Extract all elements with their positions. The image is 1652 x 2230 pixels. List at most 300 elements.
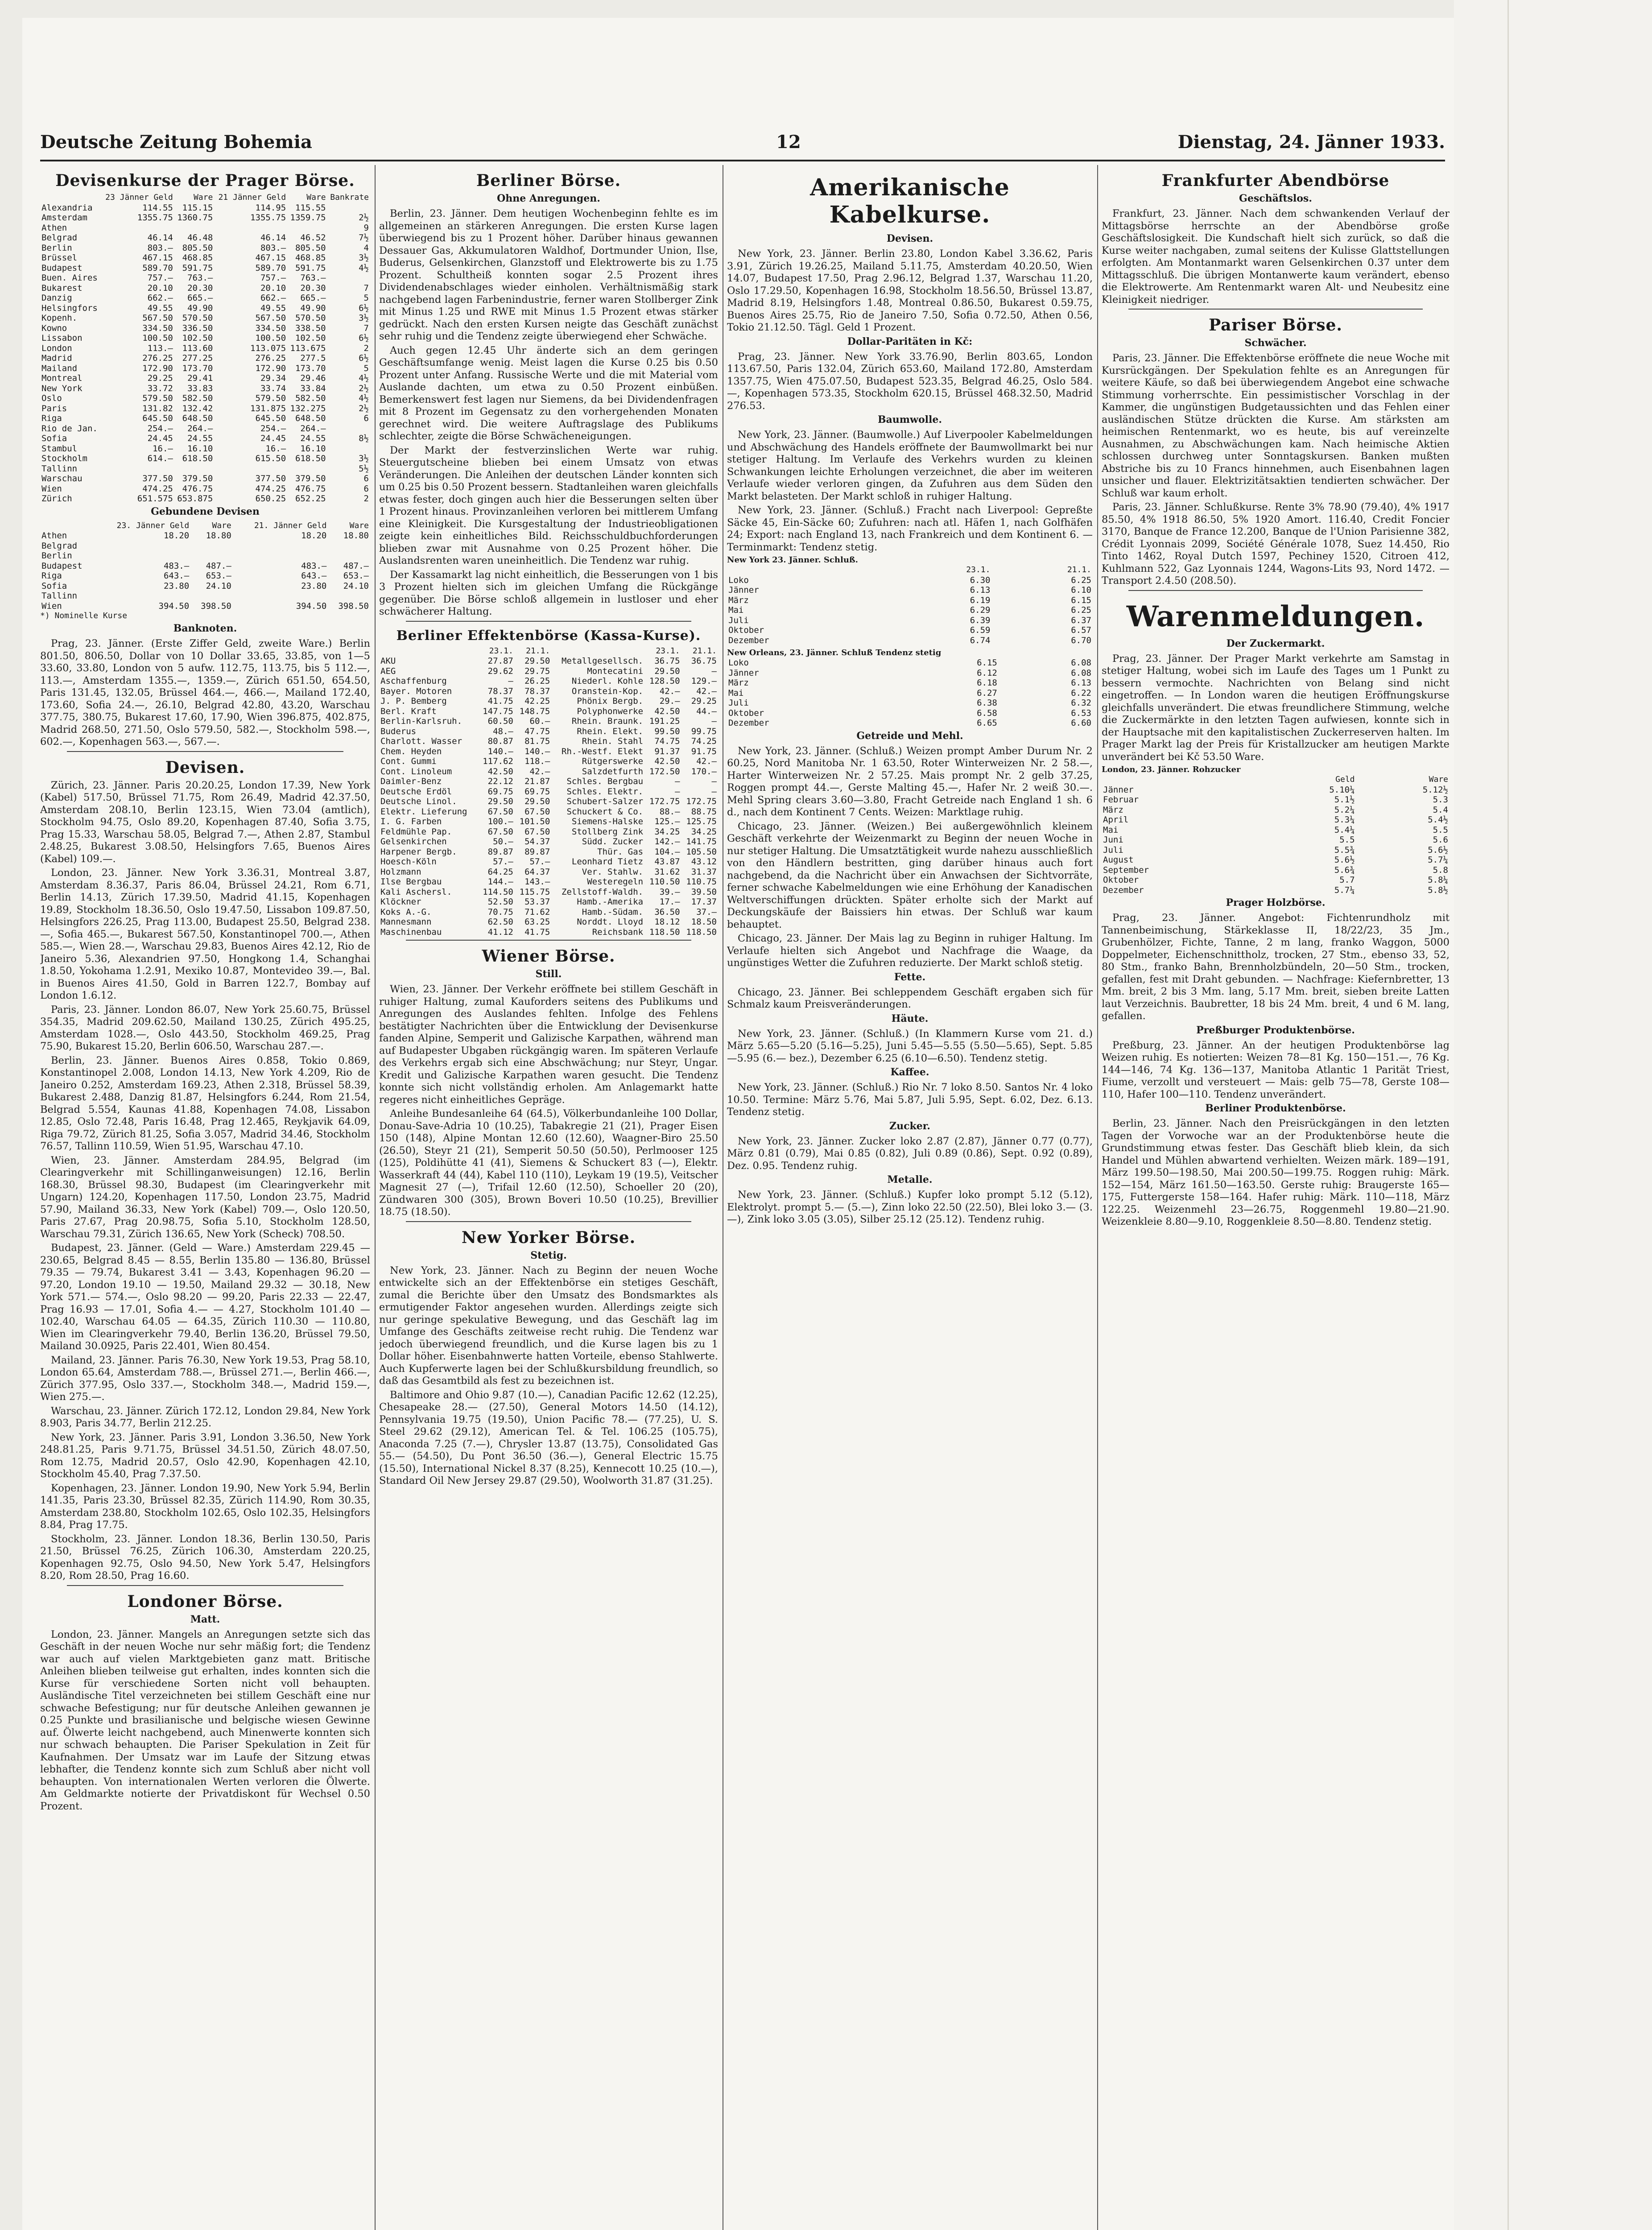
table-cell: Deutsche Linol.: [380, 797, 457, 806]
table-cell: 2: [363, 343, 369, 353]
table-header-cell: [727, 565, 891, 575]
table-row: [40, 353, 370, 363]
table-cell: 43.87: [654, 857, 680, 867]
table-cell: 33.72: [147, 383, 173, 393]
column-4: [1102, 165, 1450, 2230]
table-header-cell: Geld: [1335, 775, 1355, 784]
table-cell: 114.55: [142, 202, 173, 213]
table-row: [379, 827, 718, 837]
table-cell: 665.—: [187, 293, 213, 303]
haeute-subtitle: Häute.: [891, 1012, 929, 1024]
table-row: [379, 727, 718, 737]
divider: [406, 1221, 691, 1222]
table-cell: 46.52: [300, 233, 326, 243]
table-cell: 16.—: [265, 443, 286, 454]
table-row: [40, 303, 370, 314]
table-cell: [190, 591, 233, 601]
table-cell: 23.80: [163, 581, 190, 591]
table-row: [40, 444, 370, 454]
section-title-londoner-boerse: Londoner Börse.: [127, 1592, 283, 1611]
table-cell: [190, 551, 233, 561]
table-row: [727, 595, 1093, 606]
table-cell: Bukarest: [41, 283, 83, 293]
table-cell: Hamb.-Südam.: [582, 907, 644, 917]
table-row: [379, 857, 718, 867]
table-cell: Berl. Kraft: [380, 706, 437, 716]
table-cell: 6.25: [1071, 575, 1091, 585]
table-cell: 18.20: [301, 531, 327, 541]
table-cell: 394.50: [158, 601, 190, 611]
table-cell: 69.75: [487, 786, 513, 797]
paragraph: Paris, 23. Jänner. London 86.07, New York 25.60.75, Brüssel 354.35, Madrid 209.62.50, Mailand 130.25, Zürich 495.25, Amsterdam 1028.—, Oslo 443.50, Stockholm 469.25, Prag 75.90, Bukarest 15.20, Berlin 606.50, Warschau 287.—.: [40, 1004, 370, 1052]
table-row: [379, 666, 718, 677]
table-cell: 5½: [359, 463, 369, 474]
frankfurt-subtitle: Geschäftslos.: [1239, 193, 1312, 204]
table-header-cell: 23 Jänner Geld: [105, 193, 173, 202]
table-cell: Alexandria: [41, 202, 93, 213]
table-row: [1102, 835, 1450, 845]
table-cell: Metallgesellsch.: [562, 656, 644, 666]
paragraph: London, 23. Jänner. New York 3.36.31, Montreal 3.87, Amsterdam 8.36.37, Paris 86.04, Brüssel 24.21, Rom 6.71, Berlin 14.13, Zürich 17.39.50, Madrid 41.15, Kopenhagen 19.89, Stockholm 18.36.50, Oslo 19.47.50, Lissabon 109.87.50, Helsingfors 226.25, Prag 113.00, Budapest 25.50, Belgrad 238.—, Sofia 465.—, Bukarest 567.50, Konstantinopel 700.—, Athen 585.—, Wien 28.—, Warschau 29.83, Buenos Aires 42.12, Rio de Janeiro 5.36, Alexandrien 97.50, Hongkong 1.4, Schanghai 1.8.50, Yokohama 1.2.91, Mexiko 10.87, Montevideo 39.—, Bal. in Buenos Aires 41.50, Gold in Barren 122.7, Bombay auf London 1.6.12.: [40, 867, 370, 1001]
table-cell: 36.50: [654, 907, 680, 917]
table-cell: 143.—: [525, 877, 550, 887]
table-cell: Schles. Elektr.: [566, 786, 644, 797]
table-cell: [95, 591, 191, 601]
table-cell: [233, 541, 328, 551]
table-cell: 6.08: [1071, 658, 1091, 668]
table-cell: Danzig: [41, 293, 72, 303]
table-cell: 276.25: [255, 353, 286, 363]
table-cell: 6.65: [977, 718, 997, 728]
table-cell: Lissabon: [41, 333, 83, 343]
table-row: [379, 847, 718, 857]
table-cell: Kali Aschersl.: [380, 887, 452, 897]
table-cell: 5.3¼: [1334, 815, 1355, 825]
table-cell: Mai: [728, 605, 744, 615]
paris-text: Paris, 23. Jänner. Die Effektenbörse eröffnete die neue Woche mit Kursrückgängen. Der Spekulation fehlte es an Anregungen für weitere Käufe, so daß bei überwiegendem Angebot eine schwache Stimmung vorherrschte. Ein pessimistischer Vorschlag in der Kammer, die ungünstigen Budgetaussichten und das Fehlen einer ausländischen Stütze drückten die Kurse. Am stärksten am heimischen Rentenmarkt, wo es heute, bis auf vereinzelte Ausnahmen, zu Abschwächungen kam. Nach heimische Aktien schlossen durchweg unter Sonntagskursen. Banken mußten Abstriche bis zu 10 Francs hinnehmen, auch Eisenbahnen lagen unsicher und flauer. Elektrizitätsaktien tendierten schwächer. Der Schluß war kaum erholt.: [1102, 352, 1450, 499]
table-cell: 114.50: [483, 887, 513, 897]
table-cell: Belgrad: [41, 541, 78, 551]
table-cell: Schuckert & Co.: [566, 806, 644, 817]
table-cell: 1359.75: [290, 213, 326, 223]
table-cell: 803.—: [147, 243, 173, 253]
section-title-frankfurter-abendboerse: Frankfurter Abendbörse: [1161, 171, 1390, 190]
table-row: [727, 636, 1093, 646]
table-cell: 29.62: [487, 666, 513, 676]
table-cell: 131.82: [142, 403, 173, 413]
table-row: [40, 333, 370, 343]
table-cell: 579.50: [255, 393, 286, 403]
table-cell: 6.60: [1071, 718, 1091, 728]
table-cell: 6.39: [970, 615, 991, 625]
table-cell: Aschaffenburg: [380, 676, 447, 686]
table-cell: 118.50: [649, 927, 680, 937]
table-cell: 113.075: [250, 343, 286, 353]
table-row: [1102, 885, 1450, 896]
table-cell: 5.6: [1433, 835, 1448, 845]
table-cell: 7: [363, 283, 369, 293]
table-cell: 6.74: [970, 635, 991, 645]
table-cell: März: [728, 678, 749, 688]
table-cell: 17.37: [691, 897, 717, 907]
table-cell: 589.70: [255, 263, 286, 273]
table-cell: 128.50: [649, 676, 680, 686]
table-cell: 476.75: [182, 483, 213, 494]
table-row: [727, 585, 1093, 595]
table-cell: [190, 541, 233, 551]
table-cell: Feldmühle Pap.: [380, 826, 452, 837]
table-row: [379, 716, 718, 727]
table-cell: 483.—: [301, 561, 327, 571]
table-cell: 5.7¼: [1334, 885, 1355, 895]
table-cell: 476.75: [295, 483, 326, 494]
table-row: [379, 747, 718, 757]
table-row: [379, 877, 718, 887]
table-cell: 16.10: [187, 443, 213, 454]
table-cell: 4½: [359, 393, 369, 403]
table-cell: 5.10¼: [1329, 785, 1355, 795]
table-cell: Oranstein-Kop.: [571, 686, 644, 696]
table-cell: Westeregeln: [587, 877, 644, 887]
table-cell: 254.—: [260, 423, 286, 434]
paragraph: Der Markt der festverzinslichen Werte war ruhig. Steuergutscheine blieben bei einem Umsatz von etwas Veränderungen. Die Anleihen der deutschen Länder konnten sich um 0.25 bis 0.50 Prozent bessern. Stadtanleihen waren gleichfalls etwas fester, doch gingen auch hier die Besserungen selten über 1 Prozent hinaus. Provinzanleihen verloren bei mittlerem Umfang eine Kleinigkeit. Die Kursgestaltung der Industrieobligationen zeigte kein einheitliches Bild. Reichsschuldbuchforderungen blieben zwar mit Ausnahme von 0.25 Prozent höher. Die Auslandsrenten waren uneinheitlich. Die Tendenz war ruhig.: [379, 444, 718, 566]
table-cell: 6: [363, 474, 369, 483]
table-cell: 6.30: [970, 575, 991, 585]
baumwolle-text-2: New York, 23. Jänner. (Schluß.) Fracht nach Liverpool: Gepreßte Säcke 45, Ein-Säcke 60; Zufuhren: nach atl. Häfen 1, nach Golfhäfen 24; Export: nach England 13, nach Frankreich und dem Kontinent 6. — Terminmarkt: Tendenz stetig.: [727, 504, 1093, 553]
table-cell: 336.50: [182, 323, 213, 333]
table-cell: Tallinn: [41, 591, 78, 601]
table-cell: 334.50: [142, 323, 173, 333]
table-cell: 102.50: [182, 333, 213, 343]
table-row: [40, 363, 370, 374]
table-row: [727, 688, 1093, 698]
table-cell: 487.—: [343, 561, 369, 571]
table-cell: 5.6½: [1428, 845, 1448, 855]
table-cell: 5.5: [1433, 825, 1448, 835]
table-cell: 52.50: [487, 897, 513, 907]
table-row: [40, 213, 370, 223]
table-cell: 6.37: [1071, 615, 1091, 625]
table-cell: Juni: [1103, 835, 1123, 845]
table-cell: Berlin: [41, 243, 72, 253]
table-cell: Budapest: [41, 561, 83, 571]
getreide-subtitle: Getreide und Mehl.: [856, 730, 963, 742]
table-cell: Salzdetfurth: [582, 766, 644, 776]
table-cell: 60.50: [487, 716, 513, 726]
table-cell: 81.75: [525, 736, 550, 746]
zuckermarkt-subtitle: Der Zuckermarkt.: [1226, 637, 1325, 649]
divider: [406, 940, 691, 941]
table-row: [40, 541, 370, 551]
table-cell: 7: [363, 323, 369, 333]
page-number: 12: [776, 132, 801, 153]
fette-subtitle: Fette.: [894, 971, 926, 983]
table-row: [379, 676, 718, 686]
table-cell: 648.50: [182, 413, 213, 423]
page-header: [40, 132, 1445, 158]
chicago-text-2: Chicago, 23. Jänner. Der Mais lag zu Beginn in ruhiger Haltung. Im Verlaufe hielten sich Angebot und Nachfrage die Waage, da ungünstiges Wetter die Zufuhren reduzierte. Der Markt schloß stetig.: [727, 933, 1093, 969]
table-cell: Athen: [41, 223, 67, 233]
table-cell: 46.48: [187, 233, 213, 243]
devisen-subtitle: Devisen.: [886, 233, 933, 244]
table-cell: Südd. Zucker: [582, 837, 644, 847]
table-cell: 643.—: [301, 571, 327, 581]
table-row: [40, 413, 370, 424]
table-cell: 483.—: [163, 561, 190, 571]
table-row: [40, 223, 370, 233]
table-cell: 652.25: [295, 494, 326, 504]
paragraph: Berlin, 23. Jänner. Dem heutigen Wochenbeginn fehlte es im allgemeinen an stärkeren Anregungen. Die ersten Kurse lagen überwiegend bis zu 1 Prozent höher. Darüber hinaus gewannen Dessauer Gas, Akkumulatoren Waldhof, Dortmunder Union, Ilse, Buderus, Gelsenkirchen, Glanzstoff und Elektrowerte bis zu 1.75 Prozent. Schultheiß konnten sogar 2.5 Prozent ihres Dividendenabschlages wieder einholen. Verhältnismäßig stark nachgebend lagen Farbenindustrie, ferner waren Stollberger Zink mit Minus 1.25 und RWE mit Minus 1.5 Prozent etwas stärker gedrückt. Nach den ersten Kursen neigte das Geschäft zunächst sehr ruhig und die Tendenz zeigte überwiegend eher Schwäche.: [379, 208, 718, 342]
table-cell: 113.60: [182, 343, 213, 353]
table-cell: 115.15: [182, 202, 213, 213]
table-cell: 6.70: [1071, 635, 1091, 645]
table-cell: 29.50: [654, 666, 680, 676]
table-cell: 334.50: [255, 323, 286, 333]
table-cell: 18.80: [343, 531, 369, 541]
table-cell: 651.575: [137, 494, 173, 504]
paragraph: Kopenhagen, 23. Jänner. London 19.90, New York 5.94, Berlin 141.35, Paris 23.30, Brüssel 82.35, Zürich 114.90, Rom 30.35, Amsterdam 238.80, Stockholm 102.65, Oslo 102.35, Helsingfors 8.84, Prag 17.75.: [40, 1482, 370, 1531]
table-cell: April: [1103, 815, 1129, 825]
table-cell: 474.25: [255, 483, 286, 494]
table-cell: 6: [363, 413, 369, 423]
table-row: [40, 233, 370, 243]
table-cell: [101, 223, 174, 233]
table-cell: 6.13: [970, 585, 991, 595]
table-cell: Montecatini: [587, 666, 644, 676]
table-header-cell: 23.1.: [966, 565, 991, 574]
section-title-warenmeldungen: Warenmeldungen.: [1126, 599, 1425, 633]
table-cell: 29.75: [525, 666, 550, 676]
table-row: [40, 273, 370, 283]
table-cell: 6.22: [1071, 688, 1091, 698]
fette-text: Chicago, 23. Jänner. Bei schleppendem Geschäft ergaben sich für Schmalz kaum Preisveränderungen.: [727, 986, 1093, 1010]
divider: [1128, 309, 1423, 310]
table-row: [40, 494, 370, 504]
table-cell: 5.1½: [1334, 795, 1355, 805]
paragraph: New York, 23. Jänner. Paris 3.91, London 3.36.50, New York 248.81.25, Paris 9.71.75, Brüssel 34.51.50, Zürich 48.07.50, Rom 12.75, Madrid 20.57, Oslo 42.90, Kopenhagen 42.10, Stockholm 45.40, Prag 7.37.50.: [40, 1431, 370, 1480]
table-row: [40, 283, 370, 293]
table-cell: 24.10: [343, 581, 369, 591]
baumwolle-text: New York, 23. Jänner. (Baumwolle.) Auf Liverpooler Kabelmeldungen und Abschwächung des Handels eröffnete der Baumwollmarkt bei nur stetiger Haltung. Im Verlaufe des Verkehrs wurden zu kleinen Schwankungen leichte Erholungen verzeichnet, die aber im weiteren Verlaufe wieder verloren gingen, da Zufuhren aus dem Süden den Markt belasteten. Der Markt schloß in ruhiger Haltung.: [727, 429, 1093, 502]
table-cell: 398.50: [338, 601, 369, 611]
table-cell: 6.08: [1071, 668, 1091, 678]
table-cell: Ver. Stahlw.: [582, 867, 644, 877]
table-header-cell: Ware: [306, 193, 326, 202]
table-cell: 614.—: [147, 454, 173, 463]
column-rule: [375, 165, 376, 2230]
table-cell: 6.15: [977, 658, 997, 668]
table-row: [40, 561, 370, 571]
table-cell: 60.—: [529, 716, 550, 726]
table-cell: 34.25: [691, 826, 717, 837]
paritaeten-subtitle: Dollar-Paritäten in Kč:: [847, 335, 973, 347]
table-cell: Riga: [41, 413, 62, 423]
table-cell: 29.25: [691, 696, 717, 706]
table-cell: Rütgerswerke: [582, 756, 644, 766]
column-rule: [1097, 165, 1098, 2230]
table-cell: 74.25: [691, 736, 717, 746]
table-cell: 42.—: [529, 766, 550, 776]
kaffee-subtitle: Kaffee.: [890, 1066, 929, 1078]
table-cell: 43.12: [691, 857, 717, 867]
table-cell: Oktober: [728, 708, 764, 718]
table-cell: 6.32: [1071, 698, 1091, 708]
table-cell: 148.75: [519, 706, 550, 716]
table-row: [40, 454, 370, 464]
table-row: [379, 736, 718, 747]
table-row: [40, 384, 370, 394]
table-cell: September: [1103, 865, 1149, 875]
table-cell: 468.85: [182, 253, 213, 263]
table-cell: [327, 444, 370, 454]
table-cell: 67.50: [525, 806, 550, 817]
table-cell: [327, 424, 370, 434]
table-cell: Dezember: [728, 718, 769, 728]
table-cell: 49.90: [187, 303, 213, 313]
table-cell: 20.30: [187, 283, 213, 293]
section-title-kabelkurse: Amerikanische Kabelkurse.: [810, 174, 1010, 228]
table-cell: 6½: [359, 333, 369, 343]
table-cell: 803.—: [260, 243, 286, 253]
table-cell: Budapest: [41, 263, 83, 273]
table-header-cell: 21. Jänner Geld: [254, 520, 327, 530]
table-cell: Reichsbank: [592, 927, 644, 937]
table-cell: 147.75: [483, 706, 513, 716]
paragraph: Der Kassamarkt lag nicht einheitlich, die Besserungen von 1 bis 3 Prozent hielten sich im gleichen Umfang die Rückgänge gegenüber. Die Börse schloß allgemein in lustloser und eher schwächerer Haltung.: [379, 569, 718, 617]
table-cell: Berlin-Karlsruh.: [380, 716, 463, 726]
devisen-paragraphs: [40, 780, 370, 1582]
table-cell: 63.25: [525, 917, 550, 927]
table-cell: 5.4: [1433, 805, 1448, 815]
table-cell: 172.90: [255, 363, 286, 373]
table-cell: 662.—: [260, 293, 286, 303]
table-row: [40, 571, 370, 581]
paris-subtitle: Schwächer.: [1244, 337, 1307, 349]
table-row: [1102, 875, 1450, 885]
table-row: [379, 887, 718, 897]
table-row: [727, 658, 1093, 668]
banknoten-text: Prag, 23. Jänner. (Erste Ziffer Geld, zweite Ware.) Berlin 801.50, 806.50, Dollar von 10 Dollar 33.65, 33.85, von 1—5 33.60, 33.80, London von 5 aufw. 112.75, 113.75, bis 5 112.—, 113.—, Amsterdam 1355.—, 1359.—, Zürich 651.50, 654.50, Paris 131.45, 132.05, Brüssel 464.—, 466.—, Mailand 172.40, 173.60, Sofia 24.—, 26.10, Belgrad 42.80, 43.20, Warschau 377.75, 380.75, Bukarest 17.60, 17.90, Wien 396.875, 402.875, Madrid 268.50, 271.50, Oslo 579.50, 582.—, Stockholm 598.—, 602.—, Kopenhagen 563.—, 567.—.: [40, 638, 370, 747]
berlin-subtitle: Ohne Anregungen.: [497, 193, 600, 204]
table-cell: Schles. Bergbau: [566, 776, 644, 786]
table-cell: 6.15: [1071, 595, 1091, 605]
table-cell: 6: [363, 483, 369, 494]
table-cell: 29.34: [260, 373, 286, 383]
table-row: [727, 605, 1093, 615]
kabel-devisen-text: New York, 23. Jänner. Berlin 23.80, London Kabel 3.36.62, Paris 3.91, Zürich 19.26.25, Mailand 5.11.75, Amsterdam 40.20.50, Wien 14.07, Budapest 17.50, Prag 2.96.12, Belgrad 1.37, Warschau 11.20, Oslo 17.29.50, Kopenhagen 16.98, Stockholm 18.56.50, Brüssel 13.87, Madrid 8.19, Helsingfors 1.48, Montreal 0.86.50, Bukarest 0.59.75, Buenos Aires 25.75, Rio de Janeiro 7.50, Sofia 0.72.50, Athen 0.56, Tokio 21.12.50. Tägl. Geld 1 Prozent.: [727, 248, 1093, 333]
table-cell: Thür. Gas: [597, 847, 644, 857]
table-cell: 591.75: [295, 263, 326, 273]
table-cell: 22.12: [487, 776, 513, 786]
table-cell: Juli: [728, 615, 749, 625]
table-header-cell: [40, 521, 95, 531]
table-row: [379, 706, 718, 717]
table-cell: Loko: [728, 658, 749, 668]
table-header-cell: [379, 646, 478, 657]
table-cell: 1355.75: [250, 213, 286, 223]
table-cell: 115.55: [295, 202, 326, 213]
table-header-cell: 21.1.: [526, 646, 550, 656]
table-cell: 5: [363, 293, 369, 303]
table-cell: 757.—: [147, 273, 173, 283]
table-cell: Phönix Bergb.: [577, 696, 644, 706]
table-cell: 118.50: [686, 927, 717, 937]
section-title-devisenkurse: Devisenkurse der Prager Börse.: [55, 171, 355, 190]
table-cell: 78.37: [525, 686, 550, 696]
table-cell: Elektr. Lieferung: [380, 806, 467, 817]
table-cell: 5: [363, 363, 369, 373]
table-cell: 47.75: [525, 726, 550, 736]
table-cell: 42.—: [696, 686, 717, 696]
table-cell: 36.75: [654, 656, 680, 666]
table-cell: 172.75: [649, 797, 680, 806]
table-cell: 29.—: [659, 696, 680, 706]
table-cell: 276.25: [142, 353, 173, 363]
table-cell: 88.75: [691, 806, 717, 817]
table-cell: Loko: [728, 575, 749, 585]
table-cell: 115.75: [519, 887, 550, 897]
table-cell: 5.5: [1339, 835, 1355, 845]
table-cell: Rhein. Braunk.: [571, 716, 644, 726]
gebunden-title: Gebundene Devisen: [151, 505, 260, 517]
table-cell: 6.57: [1071, 625, 1091, 635]
table-row: [40, 293, 370, 303]
table-cell: 2½: [359, 383, 369, 393]
table-cell: 6.18: [977, 678, 997, 688]
table-cell: Wien: [41, 483, 62, 494]
table-cell: 467.15: [142, 253, 173, 263]
table-cell: 69.75: [525, 786, 550, 797]
table-cell: 132.275: [290, 403, 326, 413]
table-cell: 74.75: [654, 736, 680, 746]
table-cell: Zellstoff-Waldh.: [562, 887, 644, 897]
table-row: [40, 263, 370, 273]
table-cell: 140.—: [525, 746, 550, 756]
table-cell: Mai: [1103, 825, 1119, 835]
column-3: [727, 165, 1093, 2230]
paragraph: Berlin, 23. Jänner. Buenos Aires 0.858, Tokio 0.869, Konstantinopel 2.008, London 14.13, New York 4.209, Rio de Janeiro 0.252, Amsterdam 169.23, Athen 2.318, Brüssel 58.39, Bukarest 2.488, Danzig 81.87, Helsingfors 6.244, Rom 21.54, Belgrad 5.554, Kaunas 41.88, Kopenhagen 74.08, Lissabon 12.85, Oslo 72.48, Paris 16.48, Prag 12.465, Reykjavik 64.09, Riga 79.72, Zürich 81.25, Sofia 3.057, Madrid 34.46, Stockholm 76.57, Tallinn 110.59, Wien 51.95, Warschau 47.10.: [40, 1054, 370, 1152]
table-row: [379, 686, 718, 697]
table-cell: 31.37: [691, 867, 717, 877]
table-cell: 29.50: [525, 656, 550, 666]
table-cell: 100.—: [487, 817, 513, 826]
table-cell: 29.50: [487, 797, 513, 806]
table-cell: 4½: [359, 373, 369, 383]
table-cell: 101.50: [519, 817, 550, 826]
table-header-cell: Ware: [1429, 775, 1448, 784]
table-cell: 653.875: [177, 494, 213, 504]
zuckermarkt-text: Prag, 23. Jänner. Der Prager Markt verkehrte am Samstag in stetiger Haltung, wobei sich im Laufe des Tages um 1 Punkt zu bessern vermochte. Nachrichten von Belang sind nicht eingetroffen. — In London waren die heutigen Eröffnungskurse gleichfalls unverändert. Die etwas freundlichere Stimmung, welche die Zuckermärkte in den letzten Tagen aufwiesen, konnte sich in der Hauptsache mit den kapitalistischen Zuckerreserven halten. Im Prager Markt lag der Preis für Kristallzucker am heutigen Markte unverändert bei Kč 53.50 Ware.: [1102, 652, 1450, 763]
table-cell: 1355.75: [137, 213, 173, 223]
table-cell: [327, 273, 370, 283]
table-cell: [287, 464, 327, 474]
table-cell: 648.50: [295, 413, 326, 423]
table-cell: [328, 541, 370, 551]
newyork-subtitle: Stetig.: [530, 1249, 567, 1261]
table-row: [379, 867, 718, 877]
table-row: [379, 696, 718, 706]
table-cell: 64.37: [525, 867, 550, 877]
table-cell: 379.50: [182, 474, 213, 483]
table-cell: Brüssel: [41, 253, 78, 263]
table-cell: 42.50: [654, 756, 680, 766]
table-cell: März: [728, 595, 749, 605]
table-cell: 645.50: [255, 413, 286, 423]
table-row: [1102, 845, 1450, 855]
table-cell: 2½: [359, 403, 369, 413]
table-row: [40, 424, 370, 434]
table-row: [40, 313, 370, 323]
